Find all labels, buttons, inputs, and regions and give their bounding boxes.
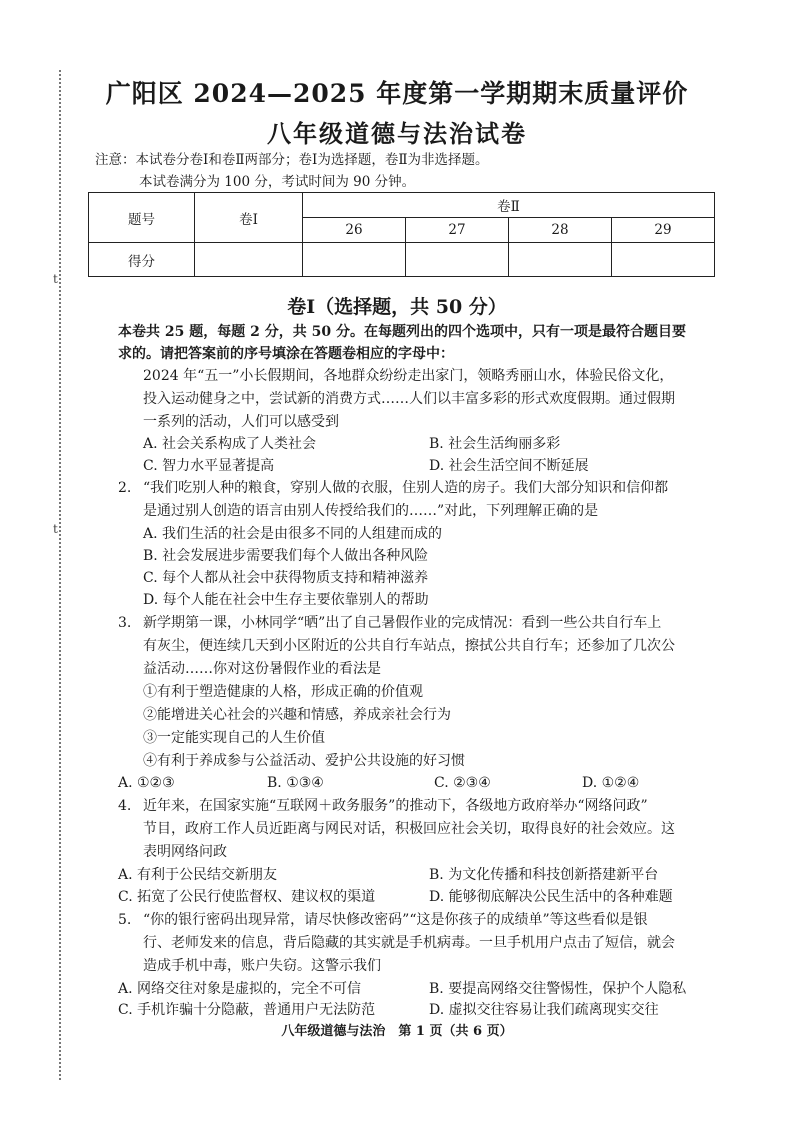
binding-mark: t <box>53 272 58 286</box>
q4-option-c[interactable]: C. 拓宽了公民行使监督权、建议权的渠道 <box>118 889 376 905</box>
q3-statement-1: ①有利于塑造健康的人格，形成正确的价值观 <box>143 684 423 700</box>
section-instruction-1: 本卷共 25 题，每题 2 分，共 50 分。在每题列出的四个选项中，只有一项是最符合题目要 <box>118 324 686 340</box>
q1-option-c[interactable]: C. 智力水平显著提高 <box>143 458 275 474</box>
q2-option-b[interactable]: B. 社会发展进步需要我们每个人做出各种风险 <box>143 548 429 564</box>
notice-line-1: 注意：本试卷分卷Ⅰ和卷Ⅱ两部分；卷Ⅰ为选择题，卷Ⅱ为非选择题。 <box>95 152 489 168</box>
exam-subtitle: 八年级道德与法治试卷 <box>267 119 527 148</box>
q5-number: 5. <box>118 912 132 928</box>
header-part-2: 卷Ⅱ <box>303 193 715 218</box>
score-cell-part1[interactable] <box>195 243 303 277</box>
header-q26: 26 <box>303 218 406 243</box>
q1-option-b[interactable]: B. 社会生活绚丽多彩 <box>429 436 561 452</box>
q1-stem-2: 投入运动健身之中，尝试新的消费方式……人们以丰富多彩的形式欢度假期。通过假期 <box>143 391 675 407</box>
q5-option-b[interactable]: B. 要提高网络交往警惕性，保护个人隐私 <box>429 981 687 997</box>
q4-number: 4. <box>118 798 132 814</box>
q1-option-d[interactable]: D. 社会生活空间不断延展 <box>429 458 589 474</box>
score-table <box>88 192 715 277</box>
q3-option-b[interactable]: B. ①③④ <box>267 775 324 791</box>
q3-option-c[interactable]: C. ②③④ <box>434 775 491 791</box>
score-cell-q28[interactable] <box>509 243 612 277</box>
binding-dotted-line <box>59 70 61 1080</box>
header-part-1: 卷Ⅰ <box>195 193 303 243</box>
q2-number: 2. <box>118 480 132 496</box>
score-cell-q29[interactable] <box>612 243 715 277</box>
q4-stem-2: 节目，政府工作人员近距离与网民对话，积极回应社会关切，取得良好的社会效应。这 <box>143 821 675 837</box>
q5-stem-1: “你的银行密码出现异常，请尽快修改密码”“这是你孩子的成绩单”等这些看似是银 <box>143 912 648 928</box>
page-footer: 八年级道德与法治 第 1 页（共 6 页） <box>281 1024 513 1039</box>
q4-option-d[interactable]: D. 能够彻底解决公民生活中的各种难题 <box>429 889 673 905</box>
section-title: 卷Ⅰ（选择题，共 50 分） <box>287 296 507 318</box>
q2-stem-1: “我们吃别人种的粮食，穿别人做的衣服，住别人造的房子。我们大部分知识和信仰都 <box>143 480 669 496</box>
q4-option-a[interactable]: A. 有利于公民结交新朋友 <box>118 867 278 883</box>
q3-statement-2: ②能增进关心社会的兴趣和情感，养成亲社会行为 <box>143 707 451 723</box>
q3-option-d[interactable]: D. ①②④ <box>582 775 640 791</box>
q3-number: 3. <box>118 615 132 631</box>
exam-title: 广阳区 2024—2025 年度第一学期期末质量评价 <box>105 79 689 108</box>
q3-statement-3: ③一定能实现自己的人生价值 <box>143 730 325 746</box>
binding-mark: t <box>53 522 58 536</box>
header-q28: 28 <box>509 218 612 243</box>
row-score-label: 得分 <box>89 243 195 277</box>
q1-stem-3: 一系列的活动，人们可以感受到 <box>143 414 339 430</box>
q3-option-a[interactable]: A. ①②③ <box>118 775 175 791</box>
header-q29: 29 <box>612 218 715 243</box>
score-cell-q27[interactable] <box>406 243 509 277</box>
q2-option-a[interactable]: A. 我们生活的社会是由很多不同的人组建而成的 <box>143 526 443 542</box>
q5-stem-2: 行、老师发来的信息，背后隐藏的其实就是手机病毒。一旦手机用户点击了短信，就会 <box>143 935 675 951</box>
q5-option-a[interactable]: A. 网络交往对象是虚拟的，完全不可信 <box>118 981 362 997</box>
score-cell-q26[interactable] <box>303 243 406 277</box>
q2-stem-2: 是通过别人创造的语言由别人传授给我们的……”对此，下列理解正确的是 <box>143 503 599 519</box>
header-q27: 27 <box>406 218 509 243</box>
q5-option-d[interactable]: D. 虚拟交往容易让我们疏离现实交往 <box>429 1002 659 1018</box>
header-question-number: 题号 <box>89 193 195 243</box>
q2-option-c[interactable]: C. 每个人都从社会中获得物质支持和精神滋养 <box>143 570 429 586</box>
q5-option-c[interactable]: C. 手机诈骗十分隐蔽，普通用户无法防范 <box>118 1002 376 1018</box>
q4-stem-3: 表明网络问政 <box>143 844 227 860</box>
q3-stem-1: 新学期第一课，小林同学“晒”出了自己暑假作业的完成情况：看到一些公共自行车上 <box>143 615 662 631</box>
q3-statement-4: ④有利于养成参与公益活动、爱护公共设施的好习惯 <box>143 753 465 769</box>
q3-stem-2: 有灰尘，便连续几天到小区附近的公共自行车站点，擦拭公共自行车；还参加了几次公 <box>143 638 675 654</box>
q3-stem-3: 益活动……你对这份暑假作业的看法是 <box>143 661 381 677</box>
q1-option-a[interactable]: A. 社会关系构成了人类社会 <box>143 436 317 452</box>
q5-stem-3: 造成手机中毒，账户失窃。这警示我们 <box>143 958 381 974</box>
q4-option-b[interactable]: B. 为文化传播和科技创新搭建新平台 <box>429 867 659 883</box>
notice-line-2: 本试卷满分为 100 分，考试时间为 90 分钟。 <box>139 174 416 190</box>
q1-stem-1: 2024 年“五一”小长假期间，各地群众纷纷走出家门，领略秀丽山水，体验民俗文化， <box>143 368 674 384</box>
section-instruction-2: 求的。请把答案前的序号填涂在答题卷相应的字母中： <box>118 346 454 362</box>
q4-stem-1: 近年来，在国家实施“互联网＋政务服务”的推动下，各级地方政府举办“网络问政” <box>143 798 648 814</box>
q2-option-d[interactable]: D. 每个人能在社会中生存主要依靠别人的帮助 <box>143 592 429 608</box>
